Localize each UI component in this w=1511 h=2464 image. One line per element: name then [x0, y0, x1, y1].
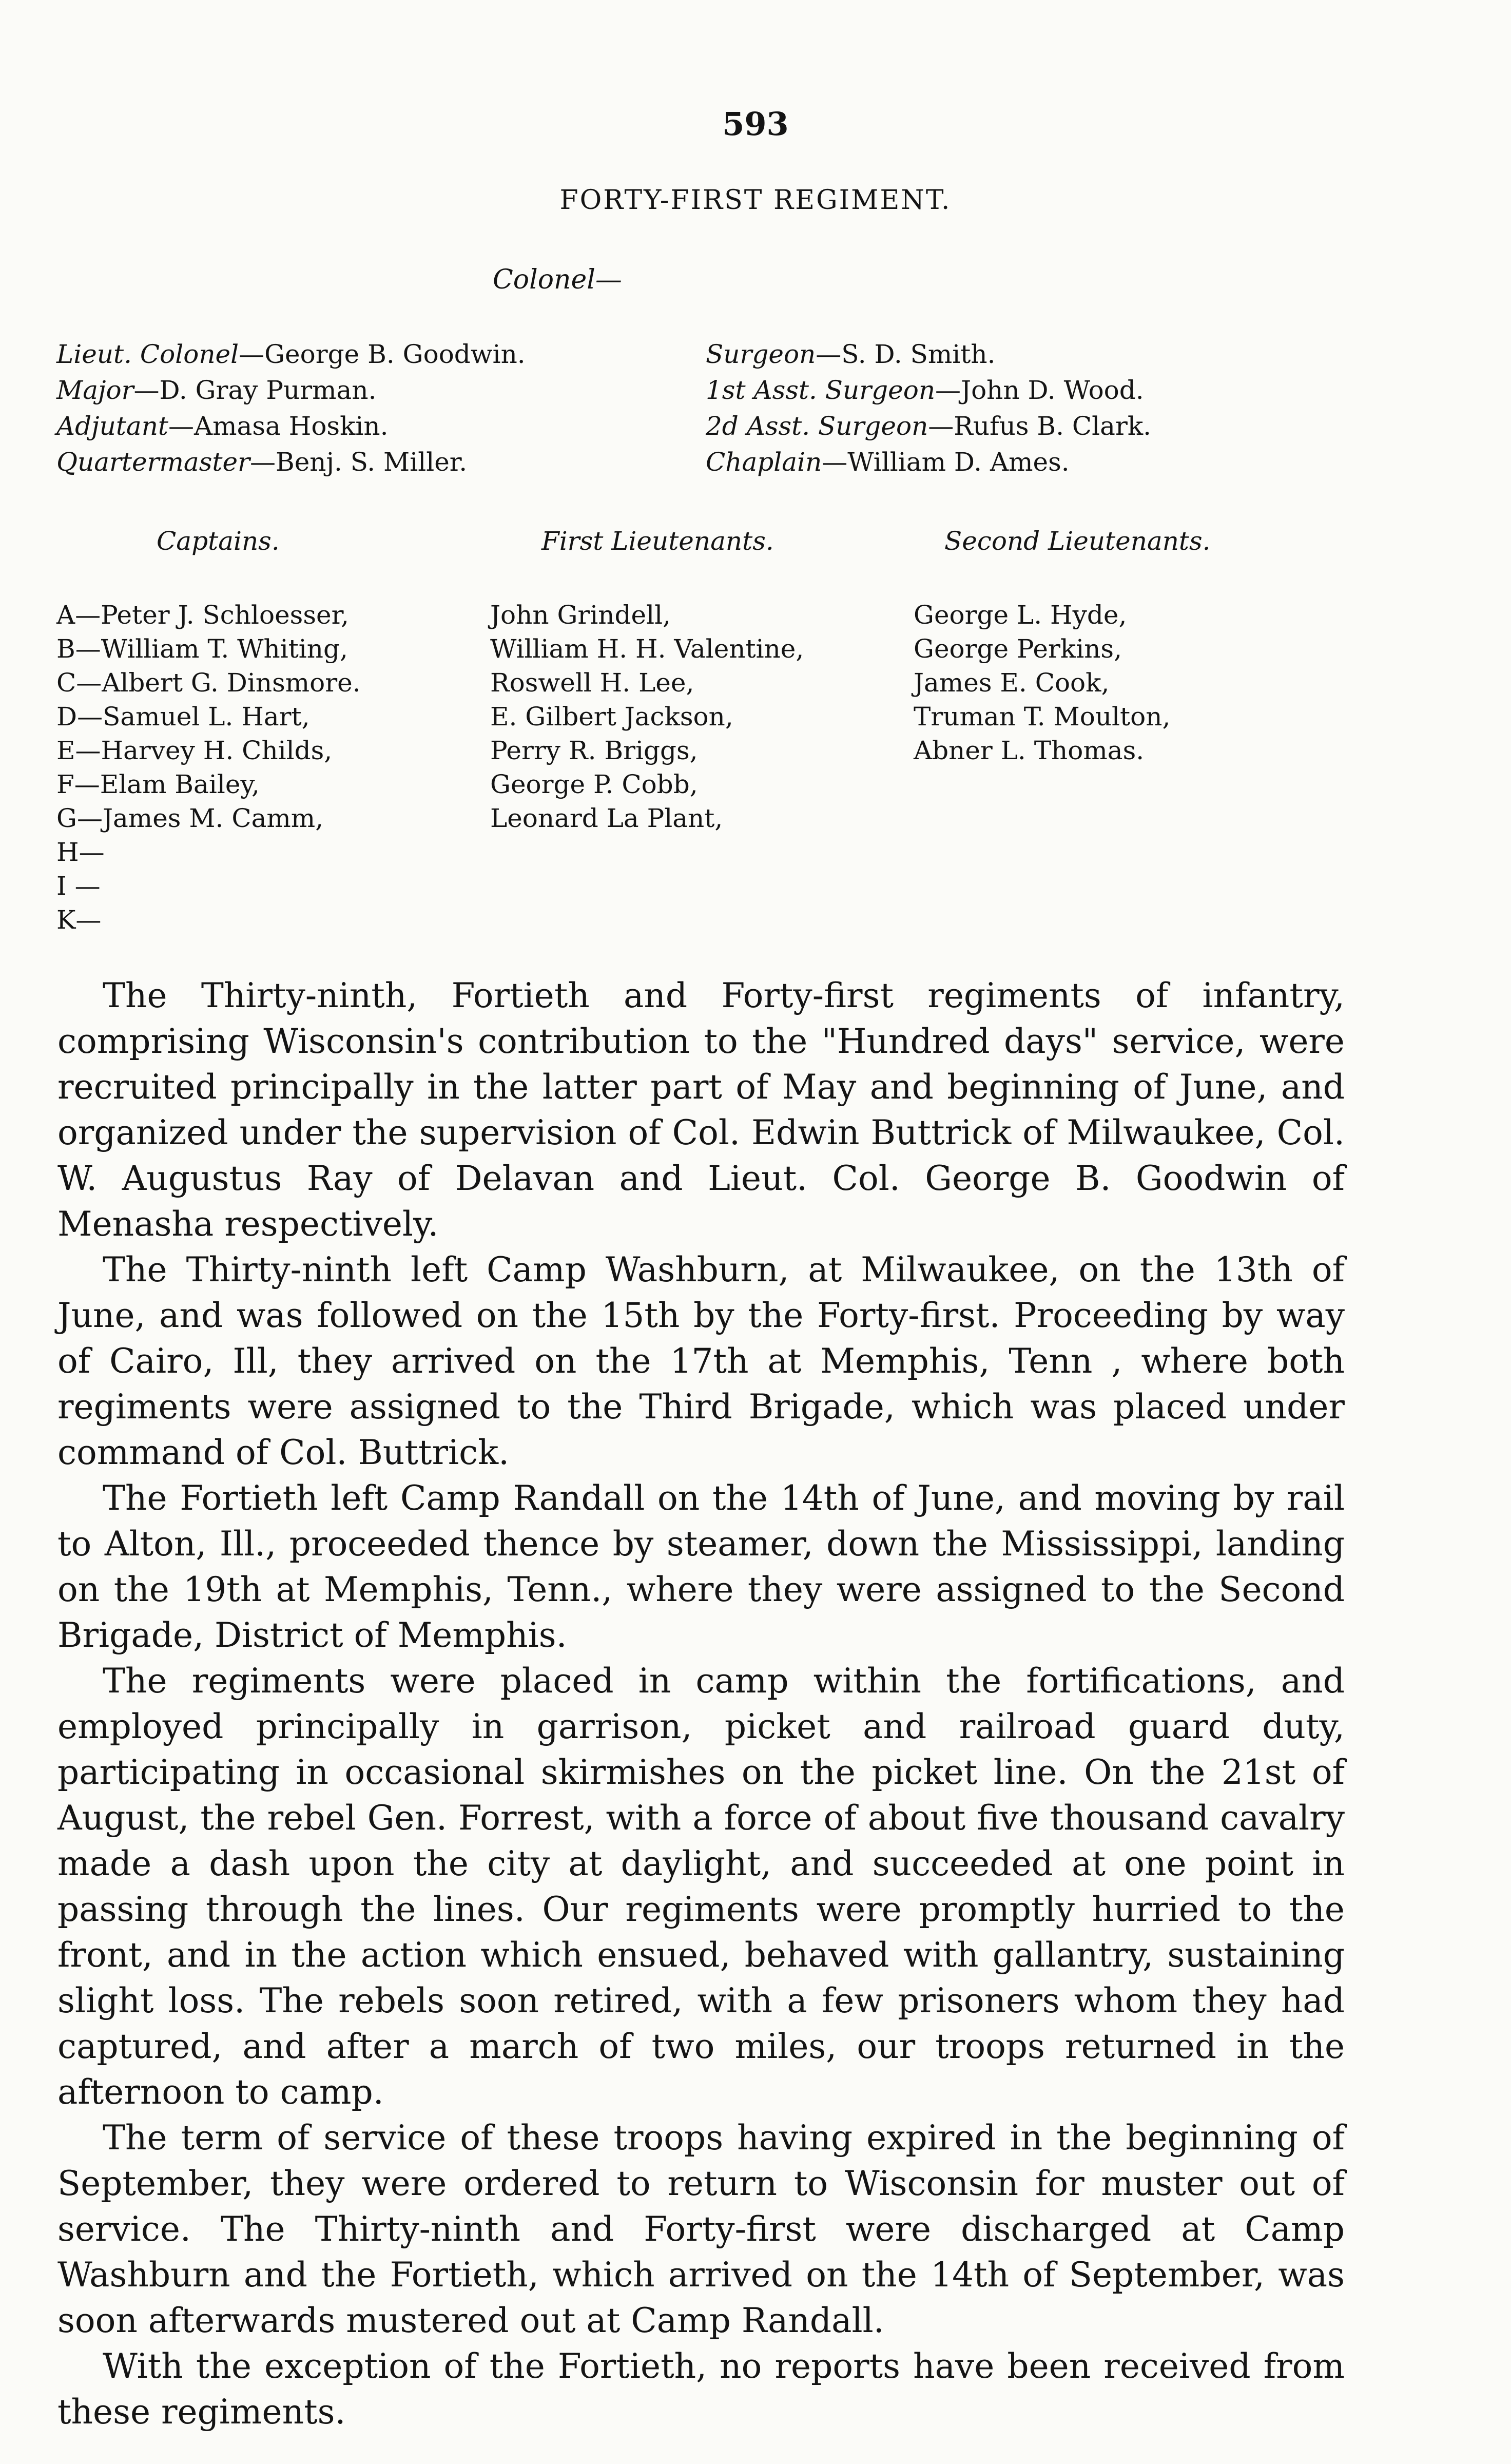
staff-separator: —	[935, 375, 961, 405]
staff-entry	[56, 408, 526, 444]
page-title: FORTY-FIRST REGIMENT.	[559, 185, 952, 216]
second-lieutenant-entry: George Perkins,	[914, 634, 1122, 664]
staff-role: Adjutant	[56, 411, 169, 441]
page-number: 593	[722, 105, 789, 143]
narrative-text	[57, 973, 1345, 2435]
captain-entry: D—Samuel L. Hart,	[56, 702, 310, 732]
captains-column	[56, 598, 361, 937]
paragraph: The term of service of these troops having expired in the beginning of September, they were ordered to return to Wisconsin for muster out of service. The Thirty-ninth and Forty-first were discharged at Camp Washburn and the Fortieth, which arrived on the 14th of September, was soon afterwards mustered out at Camp Randall.	[57, 2118, 1345, 2340]
captain-entry: G—James M. Camm,	[56, 803, 324, 833]
colonel-label: Colonel—	[493, 264, 622, 295]
staff-name: George B. Goodwin.	[264, 339, 526, 369]
staff-entry	[706, 336, 1151, 372]
staff-entry	[56, 444, 526, 480]
paragraph: With the exception of the Fortieth, no reports have been received from these regiments.	[57, 2346, 1345, 2432]
staff-role: Major	[56, 375, 134, 405]
paragraph: The Thirty-ninth, Fortieth and Forty-first regiments of infantry, comprising Wisconsin's contribution to the "Hundred days" service, were recruited principally in the latter part of May and beginning of June, and organized under the supervision of Col. Edwin Buttrick of Milwaukee, Col. W. Augustus Ray of Delavan and Lieut. Col. George B. Goodwin of Menasha respectively.	[57, 976, 1345, 1244]
staff-separator: —	[816, 339, 842, 369]
first-lieutenant-entry: Perry R. Briggs,	[490, 736, 698, 765]
staff-entry	[56, 336, 526, 372]
staff-name: Amasa Hoskin.	[194, 411, 389, 441]
header-second-lieutenants: Second Lieutenants.	[944, 526, 1211, 556]
captain-entry: B—William T. Whiting,	[56, 634, 348, 664]
captain-entry: F—Elam Bailey,	[56, 769, 260, 799]
staff-role: Quartermaster	[56, 447, 250, 477]
second-lieutenant-entry: Abner L. Thomas.	[914, 736, 1145, 765]
first-lieutenant-entry: George P. Cobb,	[490, 769, 698, 799]
staff-name: William D. Ames.	[847, 447, 1070, 477]
staff-name: John D. Wood.	[961, 375, 1144, 405]
staff-left-column	[56, 336, 526, 480]
staff-role: 1st Asst. Surgeon	[706, 375, 936, 405]
captain-entry: C—Albert G. Dinsmore.	[56, 668, 361, 698]
second-lieutenant-entry: Truman T. Moulton,	[914, 702, 1171, 732]
staff-name: S. D. Smith.	[841, 339, 996, 369]
staff-entry	[706, 408, 1151, 444]
second-lieutenants-column	[914, 598, 1170, 767]
field-and-staff	[56, 336, 1463, 485]
captain-entry: E—Harvey H. Childs,	[56, 736, 333, 765]
paragraph: The Fortieth left Camp Randall on the 14th of June, and moving by rail to Alton, Ill., proceeded thence by steamer, down the Mississippi, landing on the 19th at Memphis, Tenn., where they were assigned to the Second Brigade, District of Memphis.	[57, 1478, 1345, 1655]
staff-entry	[706, 372, 1151, 408]
first-lieutenant-entry: Leonard La Plant,	[490, 803, 723, 833]
staff-role: Surgeon	[706, 339, 816, 369]
staff-separator: —	[239, 339, 265, 369]
staff-name: Benj. S. Miller.	[275, 447, 468, 477]
staff-name: Rufus B. Clark.	[954, 411, 1152, 441]
staff-separator: —	[928, 411, 954, 441]
captain-entry: I —	[56, 871, 101, 901]
staff-role: Lieut. Colonel	[56, 339, 239, 369]
header-captains: Captains.	[157, 526, 280, 556]
staff-role: 2d Asst. Surgeon	[706, 411, 928, 441]
header-first-lieutenants: First Lieutenants.	[541, 526, 774, 556]
staff-role: Chaplain	[706, 447, 822, 477]
first-lieutenant-entry: John Grindell,	[490, 600, 671, 630]
staff-separator: —	[249, 447, 276, 477]
staff-entry	[56, 372, 526, 408]
first-lieutenants-column	[490, 598, 804, 835]
second-lieutenant-entry: James E. Cook,	[914, 668, 1110, 698]
first-lieutenant-entry: Roswell H. Lee,	[490, 668, 694, 698]
second-lieutenant-entry: George L. Hyde,	[914, 600, 1127, 630]
staff-separator: —	[168, 411, 195, 441]
captain-entry: H—	[56, 837, 105, 867]
staff-separator: —	[133, 375, 160, 405]
captain-entry: K—	[56, 905, 102, 935]
staff-name: D. Gray Purman.	[159, 375, 377, 405]
first-lieutenant-entry: William H. H. Valentine,	[490, 634, 804, 664]
staff-entry	[706, 444, 1151, 480]
staff-separator: —	[822, 447, 848, 477]
company-officers	[0, 598, 1511, 947]
first-lieutenant-entry: E. Gilbert Jackson,	[490, 702, 733, 732]
paragraph: The regiments were placed in camp within the fortifications, and employed principally in garrison, picket and railroad guard duty, participating in occasional skirmishes on the picket line. On the 21st of August, the rebel Gen. Forrest, with a force of about five thousand cavalry made a dash upon the city at daylight, and succeeded at one point in passing through the lines. Our regiments were promptly hurried to the front, and in the action which ensued, behaved with gallantry, sustaining slight loss. The rebels soon retired, with a few prisoners whom they had captured, and after a march of two miles, our troops returned in the afternoon to camp.	[57, 1661, 1345, 2112]
captain-entry: A—Peter J. Schloesser,	[56, 600, 349, 630]
officers-headers	[0, 526, 1511, 567]
staff-right-column	[706, 336, 1151, 480]
paragraph: The Thirty-ninth left Camp Washburn, at Milwaukee, on the 13th of June, and was followed on the 15th by the Forty-first. Proceeding by way of Cairo, Ill, they arrived on the 17th at Memphis, Tenn , where both regiments were assigned to the Third Brigade, which was placed under command of Col. Buttrick.	[57, 1250, 1345, 1472]
